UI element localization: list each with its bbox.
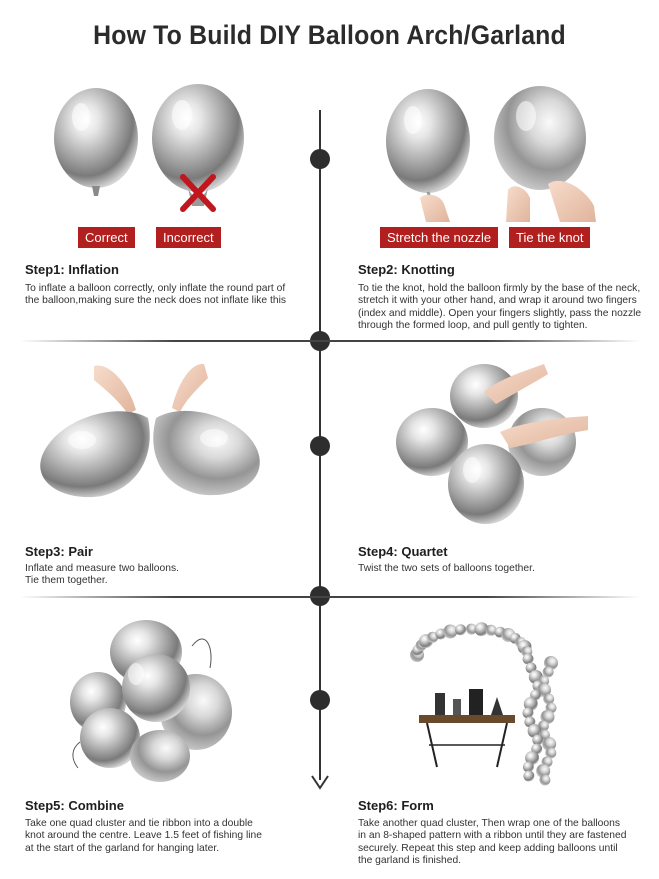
step2-line: stretch it with your other hand, and wrap it around two fingers xyxy=(358,295,637,307)
label-correct: Correct xyxy=(78,227,135,248)
step1-line: the balloon,making sure the neck does not inflate like this xyxy=(25,295,287,307)
step3-illustration xyxy=(36,360,266,505)
label-stretch-nozzle: Stretch the nozzle xyxy=(380,227,498,248)
step4-line: Twist the two sets of balloons together. xyxy=(358,563,535,574)
step2-line: (index and middle). Open your fingers slightly, pass the nozzle xyxy=(358,307,642,319)
step6-description xyxy=(358,818,626,868)
page-title: How To Build DIY Balloon Arch/Garland xyxy=(93,20,566,50)
step5-description xyxy=(25,818,262,855)
step6-line: in an 8-shaped pattern with a ribbon until they are fastened xyxy=(358,830,627,842)
step1-description xyxy=(25,283,286,308)
row-divider xyxy=(20,340,640,342)
hands-icon xyxy=(94,364,208,414)
party-table xyxy=(419,689,515,767)
step4-description xyxy=(358,563,535,575)
balloon-correct xyxy=(54,88,138,196)
step6-line: securely. Repeat this step and keep adding balloons until xyxy=(358,842,618,854)
step5-line: at the start of the garland for hanging later. xyxy=(25,842,220,854)
step2-line: To tie the knot, hold the balloon firmly by the base of the neck, xyxy=(358,283,641,294)
arch-balloon xyxy=(523,771,534,782)
step6-line: Take another quad cluster, Then wrap one of the balloons xyxy=(358,818,620,829)
step1-title: Step1: Inflation xyxy=(25,262,119,277)
balloon-arch xyxy=(410,622,558,785)
step1-illustration xyxy=(48,82,258,222)
step2-line: through the formed loop, and pull gently to tighten. xyxy=(358,320,588,332)
step4-title: Step4: Quartet xyxy=(358,544,448,559)
balloon-quartet xyxy=(396,364,576,524)
step2-title: Step2: Knotting xyxy=(358,262,455,277)
timeline-dot xyxy=(310,436,330,456)
label-tie-knot: Tie the knot xyxy=(509,227,590,248)
balloon-cluster xyxy=(70,620,232,782)
step4-illustration xyxy=(392,360,592,530)
label-incorrect: Incorrect xyxy=(156,227,221,248)
step5-line: knot around the centre. Leave 1.5 feet of fishing line xyxy=(25,830,262,842)
balloon-knot xyxy=(494,86,586,190)
step5-title: Step5: Combine xyxy=(25,798,124,813)
balloon-pair xyxy=(40,411,260,497)
timeline-dot xyxy=(310,149,330,169)
step3-title: Step3: Pair xyxy=(25,544,93,559)
step3-line: Inflate and measure two balloons. xyxy=(25,563,179,574)
step3-line: Tie them together. xyxy=(25,575,108,587)
timeline-dot xyxy=(310,690,330,710)
arch-balloon xyxy=(539,775,550,786)
step2-illustration xyxy=(380,86,610,226)
arch-balloon xyxy=(443,625,457,639)
timeline-arrow-icon xyxy=(310,772,330,792)
hand-icon xyxy=(420,195,450,222)
step5-line: Take one quad cluster and tie ribbon into a double xyxy=(25,818,253,829)
step3-description xyxy=(25,563,179,588)
hands-icon xyxy=(506,181,596,222)
step6-title: Step6: Form xyxy=(358,798,434,813)
step6-line: the garland is finished. xyxy=(358,855,462,867)
step2-description xyxy=(358,283,641,333)
row-divider xyxy=(20,596,640,598)
arch-balloon xyxy=(455,624,466,635)
balloon-incorrect xyxy=(152,84,244,206)
step6-illustration xyxy=(405,615,585,790)
balloon-stretch xyxy=(386,89,470,204)
step1-line: To inflate a balloon correctly, only inflate the round part of xyxy=(25,283,286,294)
step5-illustration xyxy=(66,618,246,788)
